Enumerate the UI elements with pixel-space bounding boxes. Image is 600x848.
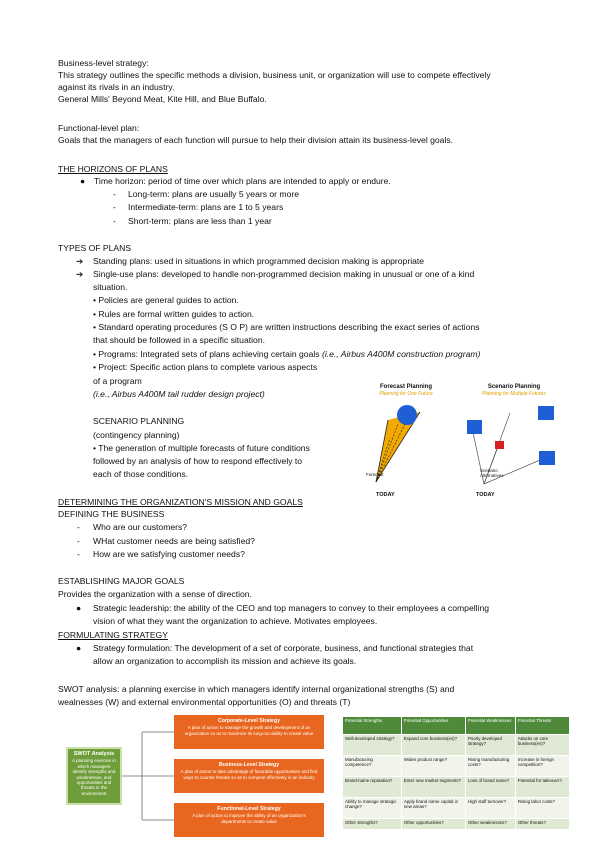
sop-2: that should be followed in a specific situation. xyxy=(93,335,265,345)
goals-bullet-1: Strategic leadership: the ability of the CEO and top managers to convey to their employees a compelling xyxy=(93,603,490,613)
table-cell: Other weaknesses? xyxy=(465,819,515,830)
scenario-text-2: followed by an analysis of how to respond effectively to xyxy=(93,456,303,466)
formulating-heading: FORMULATING STRATEGY xyxy=(58,630,168,640)
formulating-bullet-2: allow an organization to accomplish its mission and achieve its goals. xyxy=(93,656,357,666)
table-cell: Expand core business(es)? xyxy=(401,735,465,756)
table-cell: Potential for takeover? xyxy=(515,777,569,798)
dash-icon: - xyxy=(77,536,80,546)
table-cell: Enter new market segments? xyxy=(401,777,465,798)
scenario-square xyxy=(539,451,555,465)
forecast-circle-shape xyxy=(397,405,417,425)
swot-text-2: wealnesses (W) and external environmental opportunities (O) and threats (T) xyxy=(58,697,351,707)
table-cell: Ability to manage strategic change? xyxy=(343,798,402,819)
horizon-item-intermediate: Intermediate-term: plans are 1 to 5 years xyxy=(128,202,284,212)
table-cell: Rising labor costs? xyxy=(515,798,569,819)
rules: • Rules are formal written guides to action. xyxy=(93,309,255,319)
programs-text: • Programs: Integrated sets of plans achieving certain goals xyxy=(93,349,322,359)
table-cell: Rising manufacturing costs? xyxy=(465,756,515,777)
mission-question-2: WHat customer needs are being satisfied? xyxy=(93,536,255,546)
dash-icon: - xyxy=(77,549,80,559)
corporate-level-text: A plan of action to manage the growth and development of an organization so as to maximize its long-run ability to create value xyxy=(184,725,314,736)
goals-heading: ESTABLISHING MAJOR GOALS xyxy=(58,576,185,586)
corporate-level-title: Corporate-Level Strategy xyxy=(218,718,280,724)
table-cell: Loss of brand name? xyxy=(465,777,515,798)
swot-table xyxy=(342,716,570,830)
table-row xyxy=(343,819,570,830)
swot-box-text: A planning exercise in which managers identify strengths and weaknesses, and opportunities and threats in the environment xyxy=(72,758,116,796)
today-label-left: TODAY xyxy=(376,492,395,498)
swot-header-opportunities: Potential Opportunities xyxy=(401,717,465,735)
forecast-planning-sub: Planning for One Future xyxy=(379,391,433,397)
swot-text-1: SWOT analysis: a planning exercise in which managers identify internal organizational strengths (S) and xyxy=(58,684,455,694)
scenario-planning-sub: Planning for Multiple Futures xyxy=(482,391,546,397)
table-row xyxy=(343,756,570,777)
goals-bullet-marker: ● xyxy=(76,603,82,613)
policies: • Policies are general guides to action. xyxy=(93,295,239,305)
dash-icon: - xyxy=(113,202,116,212)
standing-plans: Standing plans: used in situations in which programmed decision making is appropriate xyxy=(93,256,425,266)
scenario-note: Scenario Alternatives xyxy=(480,468,504,478)
diagram-graphic xyxy=(360,384,560,502)
forecast-note: Forecast xyxy=(366,472,384,477)
table-cell: Widen product range? xyxy=(401,756,465,777)
swot-analysis-box xyxy=(66,747,122,805)
swot-box-title: SWOT Analysis xyxy=(73,751,115,757)
single-use-plans-2: situation. xyxy=(93,282,128,292)
scenario-square xyxy=(495,441,504,449)
table-cell: High staff turnover? xyxy=(465,798,515,819)
scenario-square xyxy=(467,420,482,434)
dash-icon: - xyxy=(113,189,116,199)
today-label-right: TODAY xyxy=(476,492,495,498)
swot-header-strengths: Potential Strengths xyxy=(343,717,402,735)
swot-strategy-figure xyxy=(58,712,328,840)
table-cell: Other strengths? xyxy=(343,819,402,830)
goals-text: Provides the organization with a sense of direction. xyxy=(58,589,252,599)
scenario-planning-title: Scenario Planning xyxy=(487,384,541,390)
corporate-level-box xyxy=(174,715,324,749)
table-cell: Poorly developed strategy? xyxy=(465,735,515,756)
dash-icon: - xyxy=(77,522,80,532)
sop-1: • Standard operating procedures (S O P) are written instructions describing the exact series of actions xyxy=(93,322,480,332)
scenario-square xyxy=(538,406,554,420)
mission-question-1: Who are our customers? xyxy=(93,522,188,532)
types-heading: TYPES OF PLANS xyxy=(58,243,132,253)
functional-level-box-text: A plan of action to improve the ability of an organization's departments to create value xyxy=(192,813,306,824)
business-level-example: General Mills' Beyond Meat, Kite Hill, and Blue Buffalo. xyxy=(58,94,267,104)
formulating-bullet-marker: ● xyxy=(76,643,82,653)
forecast-scenario-diagram xyxy=(360,384,560,502)
mission-question-3: How are we satisfying customer needs? xyxy=(93,549,245,559)
swot-header-weaknesses: Potential Weaknesses xyxy=(465,717,515,735)
table-row xyxy=(343,798,570,819)
arrow-icon: ➔ xyxy=(76,256,84,266)
business-level-box-text: A plan of action to take advantage of favorable opportunities and find ways to counter threats so as to compete effectively in an industry xyxy=(180,769,318,780)
business-level-text-2: against its rivals in an industry. xyxy=(58,82,175,92)
table-cell: Other threats? xyxy=(515,819,569,830)
dash-icon: - xyxy=(113,216,116,226)
mission-heading: DETERMINING THE ORGANIZATION'S MISSION AND GOALS xyxy=(58,497,303,507)
horizons-bullet: Time horizon: period of time over which plans are intended to apply or endure. xyxy=(94,176,391,186)
table-row xyxy=(343,735,570,756)
functional-level-text: Goals that the managers of each function will pursue to help their division attain its business-level goals. xyxy=(58,135,454,145)
horizon-item-long: Long-term: plans are usually 5 years or more xyxy=(128,189,299,199)
table-cell: Other opportunities? xyxy=(401,819,465,830)
table-cell: Well-developed strategy? xyxy=(343,735,402,756)
programs-example: (i.e., Airbus A400M construction program) xyxy=(321,349,481,359)
horizons-heading: THE HORIZONS OF PLANS xyxy=(58,164,168,174)
arrow-icon: ➔ xyxy=(76,269,84,279)
programs xyxy=(93,349,480,360)
table-cell: Brand-name reputation? xyxy=(343,777,402,798)
business-level-heading: Business-level strategy: xyxy=(58,58,149,68)
horizon-item-short: Short-term: plans are less than 1 year xyxy=(128,216,272,226)
business-level-text-1: This strategy outlines the specific methods a division, business unit, or organization will use to compete effectively xyxy=(58,70,491,80)
scenario-sub: (contingency planning) xyxy=(93,430,180,440)
table-cell: Apply brand name capital in new areas? xyxy=(401,798,465,819)
project-2: of a program xyxy=(93,376,142,386)
functional-level-heading: Functional-level plan: xyxy=(58,123,140,133)
functional-level-title: Functional-Level Strategy xyxy=(217,806,281,812)
table-cell: Manufacturing competence? xyxy=(343,756,402,777)
scenario-text-3: each of those conditions. xyxy=(93,469,189,479)
formulating-bullet-1: Strategy formulation: The development of a set of corporate, business, and functional strategies that xyxy=(93,643,474,653)
functional-level-box xyxy=(174,803,324,837)
swot-table-header-row xyxy=(343,717,570,735)
horizons-bullet-marker: ● xyxy=(80,176,86,186)
forecast-planning-title: Forecast Planning xyxy=(379,384,432,390)
goals-bullet-2: vision of what they want the organization to achieve. Motivates employees. xyxy=(93,616,378,626)
business-level-box xyxy=(174,759,324,793)
table-cell: Increase in foreign competition? xyxy=(515,756,569,777)
swot-header-threats: Potential Threats xyxy=(515,717,569,735)
single-use-plans-1: Single-use plans: developed to handle non-programmed decision making in unusual or one of a kind xyxy=(93,269,475,279)
business-level-title: Business-Level Strategy xyxy=(218,762,280,768)
scenario-heading: SCENARIO PLANNING xyxy=(93,416,185,426)
project-example: (i.e., Airbus A400M tail rudder design project) xyxy=(93,389,265,399)
table-cell: Attacks on core business(es)? xyxy=(515,735,569,756)
defining-business-heading: DEFINING THE BUSINESS xyxy=(58,509,165,519)
table-row xyxy=(343,777,570,798)
scenario-text-1: • The generation of multiple forecasts of future conditions xyxy=(93,443,310,453)
project-1: • Project: Specific action plans to complete various aspects xyxy=(93,362,318,372)
